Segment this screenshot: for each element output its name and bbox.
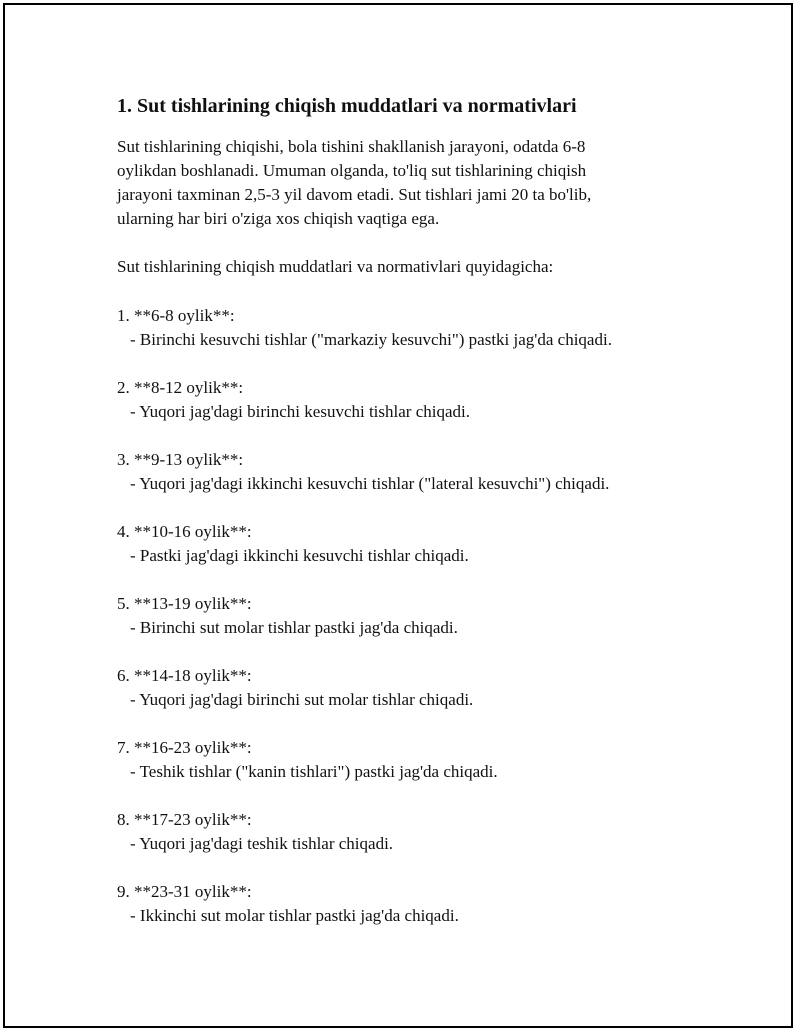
item-description: - Yuqori jag'dagi ikkinchi kesuvchi tishlar ("lateral kesuvchi") chiqadi.: [130, 474, 610, 493]
list-item: [117, 880, 717, 928]
item-description: - Birinchi kesuvchi tishlar ("markaziy kesuvchi") pastki jag'da chiqadi.: [130, 330, 612, 349]
item-description: - Yuqori jag'dagi birinchi kesuvchi tishlar chiqadi.: [130, 402, 470, 421]
intro-paragraph: [117, 135, 717, 231]
document-body: [117, 93, 717, 952]
item-description: - Birinchi sut molar tishlar pastki jag'da chiqadi.: [130, 618, 458, 637]
item-description: - Yuqori jag'dagi teshik tishlar chiqadi.: [130, 834, 394, 853]
list-intro: Sut tishlarining chiqish muddatlari va normativlari quyidagicha:: [117, 257, 554, 276]
item-description: - Teshik tishlar ("kanin tishlari") pastki jag'da chiqadi.: [130, 762, 498, 781]
intro-line: oylikdan boshlanadi. Umuman olganda, to'liq sut tishlarining chiqish: [117, 161, 587, 180]
item-description: - Pastki jag'dagi ikkinchi kesuvchi tishlar chiqadi.: [130, 546, 469, 565]
item-title: 5. **13-19 oylik**:: [117, 594, 252, 613]
item-description: - Yuqori jag'dagi birinchi sut molar tishlar chiqadi.: [130, 690, 474, 709]
milestone-list: [117, 304, 717, 928]
item-title: 2. **8-12 oylik**:: [117, 378, 244, 397]
item-description: - Ikkinchi sut molar tishlar pastki jag'da chiqadi.: [130, 906, 459, 925]
item-title: 8. **17-23 oylik**:: [117, 810, 252, 829]
item-title: 4. **10-16 oylik**:: [117, 522, 252, 541]
section-heading: 1. Sut tishlarining chiqish muddatlari va normativlari: [117, 95, 577, 117]
list-item: [117, 736, 717, 784]
list-item: [117, 592, 717, 640]
item-title: 7. **16-23 oylik**:: [117, 738, 252, 757]
item-title: 1. **6-8 oylik**:: [117, 306, 235, 325]
intro-line: Sut tishlarining chiqishi, bola tishini shakllanish jarayoni, odatda 6-8: [117, 137, 586, 156]
list-item: [117, 808, 717, 856]
list-item: [117, 376, 717, 424]
intro-line: ularning har biri o'ziga xos chiqish vaqtiga ega.: [117, 209, 440, 228]
list-item: [117, 304, 717, 352]
item-title: 3. **9-13 oylik**:: [117, 450, 244, 469]
list-item: [117, 520, 717, 568]
item-title: 6. **14-18 oylik**:: [117, 666, 252, 685]
list-item: [117, 448, 717, 496]
list-item: [117, 664, 717, 712]
intro-line: jarayoni taxminan 2,5-3 yil davom etadi. Sut tishlari jami 20 ta bo'lib,: [117, 185, 592, 204]
item-title: 9. **23-31 oylik**:: [117, 882, 252, 901]
